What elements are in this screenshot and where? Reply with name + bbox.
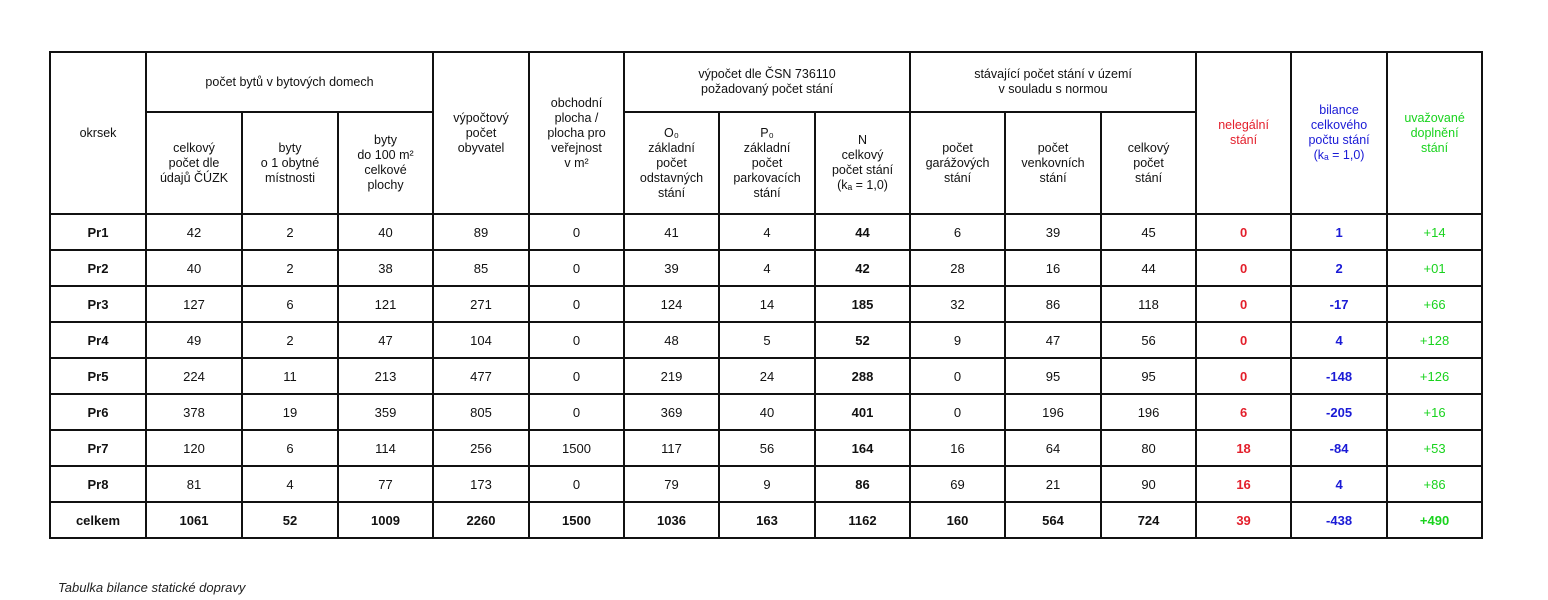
cell-venkovni: 64	[1005, 430, 1101, 466]
cell-byty-1-obytne: 2	[242, 214, 338, 250]
cell-n-celkovy: 401	[815, 394, 910, 430]
cell-nelegalni: 0	[1196, 322, 1291, 358]
table-row	[50, 466, 1482, 502]
header-line: stání	[657, 185, 686, 200]
header-line: výpočet dle ČSN 736110	[698, 67, 836, 81]
header-line: základní	[648, 140, 695, 155]
header-line: stání	[1039, 170, 1067, 185]
cell-o-zakladni: 124	[624, 286, 719, 322]
header-line: bilance	[1319, 103, 1359, 117]
header-line: počet	[1133, 155, 1164, 170]
cell-o-zakladni: 79	[624, 466, 719, 502]
header-line: obyvatel	[457, 140, 505, 155]
cell-byty-100m2: 359	[338, 394, 433, 430]
header-bilance	[1291, 52, 1387, 214]
cell-p-zakladni: 5	[719, 322, 815, 358]
cell-nelegalni: 0	[1196, 214, 1291, 250]
table-row	[50, 358, 1482, 394]
cell-garazova: 69	[910, 466, 1005, 502]
cell-garazova: 9	[910, 322, 1005, 358]
cell-vypoctovy-pocet: 104	[433, 322, 529, 358]
cell-obchodni-plocha: 0	[529, 322, 624, 358]
header-line: celkové	[364, 163, 407, 177]
header-group-stavajici	[910, 52, 1196, 112]
cell-vypoctovy-pocet: 89	[433, 214, 529, 250]
header-line: nelegální	[1218, 118, 1269, 132]
cell-okrsek: Pr8	[50, 466, 146, 502]
cell-o-zakladni: 117	[624, 430, 719, 466]
header-line: počet	[942, 140, 973, 155]
cell-p-zakladni: 163	[719, 502, 815, 538]
header-o-zakladni	[624, 112, 719, 214]
header-line: počet dle	[168, 155, 220, 170]
cell-byty-100m2: 40	[338, 214, 433, 250]
cell-p-zakladni: 4	[719, 250, 815, 286]
cell-uvazovane: +14	[1387, 214, 1482, 250]
header-line: počet	[751, 155, 783, 170]
cell-bilance: 1	[1291, 214, 1387, 250]
cell-uvazovane: +53	[1387, 430, 1482, 466]
header-line: doplnění	[1410, 125, 1459, 140]
header-line: počet	[465, 125, 497, 140]
header-line: garážových	[925, 155, 990, 170]
cell-p-zakladni: 14	[719, 286, 815, 322]
cell-p-zakladni: 9	[719, 466, 815, 502]
cell-okrsek: Pr7	[50, 430, 146, 466]
cell-vypoctovy-pocet: 271	[433, 286, 529, 322]
cell-byty-1-obytne: 6	[242, 430, 338, 466]
cell-venkovni: 86	[1005, 286, 1101, 322]
cell-obchodni-plocha: 0	[529, 358, 624, 394]
cell-celkovy-pocet: 40	[146, 250, 242, 286]
cell-nelegalni: 0	[1196, 358, 1291, 394]
cell-celkovy-stani: 56	[1101, 322, 1196, 358]
cell-bilance: 4	[1291, 322, 1387, 358]
header-line: požadovaný počet stání	[701, 82, 834, 96]
cell-uvazovane: +86	[1387, 466, 1482, 502]
header-line: počet stání	[831, 163, 894, 177]
cell-celkovy-pocet: 42	[146, 214, 242, 250]
cell-n-celkovy: 86	[815, 466, 910, 502]
header-line: místnosti	[264, 170, 315, 185]
header-celkovy-stani	[1101, 112, 1196, 214]
header-line: byty	[374, 133, 397, 147]
header-line: (kₐ = 1,0)	[1313, 148, 1365, 162]
header-line: P₀	[760, 125, 774, 140]
cell-byty-100m2: 1009	[338, 502, 433, 538]
cell-obchodni-plocha: 1500	[529, 430, 624, 466]
cell-celkovy-stani: 95	[1101, 358, 1196, 394]
header-line: počet	[656, 155, 687, 170]
header-line: obchodní	[550, 95, 603, 110]
header-garazova	[910, 112, 1005, 214]
cell-celkovy-stani: 90	[1101, 466, 1196, 502]
cell-vypoctovy-pocet: 256	[433, 430, 529, 466]
cell-celkovy-pocet: 120	[146, 430, 242, 466]
cell-byty-1-obytne: 11	[242, 358, 338, 394]
cell-o-zakladni: 39	[624, 250, 719, 286]
header-byty-1-obytne	[242, 112, 338, 214]
header-line: N	[858, 133, 868, 147]
cell-uvazovane: +126	[1387, 358, 1482, 394]
table-row	[50, 214, 1482, 250]
header-line: počtu stání	[1308, 133, 1370, 147]
header-line: celkový	[841, 148, 884, 162]
cell-bilance: 2	[1291, 250, 1387, 286]
cell-p-zakladni: 56	[719, 430, 815, 466]
header-p-zakladni	[719, 112, 815, 214]
table-body	[50, 214, 1482, 538]
header-line: veřejnost	[551, 140, 602, 155]
header-line: počet	[1037, 140, 1069, 155]
cell-uvazovane: +128	[1387, 322, 1482, 358]
cell-nelegalni: 16	[1196, 466, 1291, 502]
header-line: celkový	[173, 140, 215, 155]
table-caption: Tabulka bilance statické dopravy	[58, 580, 246, 595]
cell-vypoctovy-pocet: 173	[433, 466, 529, 502]
header-okrsek: okrsek	[50, 52, 146, 214]
header-line: plocha /	[554, 110, 599, 125]
header-line: stání	[1421, 140, 1449, 155]
cell-byty-100m2: 47	[338, 322, 433, 358]
cell-byty-1-obytne: 52	[242, 502, 338, 538]
cell-n-celkovy: 185	[815, 286, 910, 322]
header-line: výpočtový	[453, 110, 509, 125]
header-line: uvažované	[1404, 110, 1465, 125]
table-row	[50, 394, 1482, 430]
header-line: do 100 m²	[357, 148, 414, 162]
cell-venkovni: 16	[1005, 250, 1101, 286]
cell-byty-1-obytne: 2	[242, 250, 338, 286]
cell-uvazovane: +66	[1387, 286, 1482, 322]
parking-balance-table	[49, 51, 1483, 539]
cell-bilance: -17	[1291, 286, 1387, 322]
header-venkovni	[1005, 112, 1101, 214]
header-n-celkovy	[815, 112, 910, 214]
cell-obchodni-plocha: 0	[529, 250, 624, 286]
header-line: stání	[1134, 170, 1163, 185]
cell-garazova: 28	[910, 250, 1005, 286]
header-nelegalni	[1196, 52, 1291, 214]
header-line: parkovacích	[733, 170, 801, 185]
cell-n-celkovy: 52	[815, 322, 910, 358]
header-line: stání	[753, 185, 781, 200]
cell-celkovy-pocet: 81	[146, 466, 242, 502]
header-group-vypocet	[624, 52, 910, 112]
cell-n-celkovy: 164	[815, 430, 910, 466]
header-line: plocha pro	[547, 125, 606, 140]
header-line: stávající počet stání v území	[974, 67, 1132, 81]
cell-byty-1-obytne: 6	[242, 286, 338, 322]
cell-celkovy-stani: 724	[1101, 502, 1196, 538]
cell-obchodni-plocha: 0	[529, 394, 624, 430]
header-line: o 1 obytné	[260, 155, 320, 170]
cell-nelegalni: 39	[1196, 502, 1291, 538]
cell-garazova: 0	[910, 394, 1005, 430]
cell-byty-100m2: 77	[338, 466, 433, 502]
cell-n-celkovy: 1162	[815, 502, 910, 538]
cell-nelegalni: 18	[1196, 430, 1291, 466]
cell-nelegalni: 0	[1196, 250, 1291, 286]
cell-celkovy-pocet: 378	[146, 394, 242, 430]
cell-okrsek: celkem	[50, 502, 146, 538]
cell-uvazovane: +16	[1387, 394, 1482, 430]
table-row	[50, 250, 1482, 286]
cell-p-zakladni: 24	[719, 358, 815, 394]
cell-nelegalni: 0	[1196, 286, 1291, 322]
cell-bilance: -148	[1291, 358, 1387, 394]
cell-uvazovane: +01	[1387, 250, 1482, 286]
cell-garazova: 16	[910, 430, 1005, 466]
cell-byty-100m2: 38	[338, 250, 433, 286]
cell-okrsek: Pr5	[50, 358, 146, 394]
cell-vypoctovy-pocet: 85	[433, 250, 529, 286]
header-line: odstavných	[639, 170, 704, 185]
header-line: údajů ČÚZK	[159, 170, 229, 185]
cell-garazova: 6	[910, 214, 1005, 250]
cell-bilance: -84	[1291, 430, 1387, 466]
header-line: v m²	[564, 155, 589, 170]
header-line: celkového	[1310, 118, 1368, 132]
header-uvazovane	[1387, 52, 1482, 214]
header-line: v souladu s normou	[998, 82, 1108, 96]
cell-garazova: 0	[910, 358, 1005, 394]
table-row	[50, 286, 1482, 322]
header-line: O₀	[664, 125, 679, 140]
header-celkovy-pocet	[146, 112, 242, 214]
cell-bilance: -205	[1291, 394, 1387, 430]
cell-byty-100m2: 213	[338, 358, 433, 394]
cell-celkovy-stani: 196	[1101, 394, 1196, 430]
cell-obchodni-plocha: 0	[529, 466, 624, 502]
cell-venkovni: 196	[1005, 394, 1101, 430]
cell-bilance: -438	[1291, 502, 1387, 538]
cell-venkovni: 564	[1005, 502, 1101, 538]
header-line: plochy	[367, 178, 404, 192]
cell-bilance: 4	[1291, 466, 1387, 502]
header-vypoctovy-pocet	[433, 52, 529, 214]
cell-obchodni-plocha: 1500	[529, 502, 624, 538]
cell-celkovy-pocet: 49	[146, 322, 242, 358]
cell-p-zakladni: 4	[719, 214, 815, 250]
cell-o-zakladni: 41	[624, 214, 719, 250]
cell-o-zakladni: 1036	[624, 502, 719, 538]
header-line: celkový	[1127, 140, 1170, 155]
cell-uvazovane: +490	[1387, 502, 1482, 538]
cell-byty-1-obytne: 2	[242, 322, 338, 358]
cell-byty-100m2: 114	[338, 430, 433, 466]
cell-p-zakladni: 40	[719, 394, 815, 430]
header-obchodni-plocha	[529, 52, 624, 214]
header-line: (kₐ = 1,0)	[837, 178, 888, 192]
cell-obchodni-plocha: 0	[529, 286, 624, 322]
cell-venkovni: 47	[1005, 322, 1101, 358]
header-line: byty	[278, 140, 302, 155]
cell-okrsek: Pr3	[50, 286, 146, 322]
cell-celkovy-stani: 45	[1101, 214, 1196, 250]
cell-o-zakladni: 369	[624, 394, 719, 430]
cell-okrsek: Pr4	[50, 322, 146, 358]
cell-celkovy-stani: 80	[1101, 430, 1196, 466]
cell-o-zakladni: 48	[624, 322, 719, 358]
header-line: stání	[943, 170, 972, 185]
header-line: venkovních	[1021, 155, 1085, 170]
cell-celkovy-pocet: 127	[146, 286, 242, 322]
cell-celkovy-pocet: 1061	[146, 502, 242, 538]
cell-o-zakladni: 219	[624, 358, 719, 394]
cell-okrsek: Pr2	[50, 250, 146, 286]
cell-venkovni: 95	[1005, 358, 1101, 394]
cell-n-celkovy: 42	[815, 250, 910, 286]
cell-garazova: 32	[910, 286, 1005, 322]
header-byty-100m2	[338, 112, 433, 214]
cell-okrsek: Pr1	[50, 214, 146, 250]
header-line: stání	[1230, 133, 1258, 147]
cell-vypoctovy-pocet: 477	[433, 358, 529, 394]
cell-n-celkovy: 44	[815, 214, 910, 250]
cell-byty-1-obytne: 4	[242, 466, 338, 502]
cell-byty-1-obytne: 19	[242, 394, 338, 430]
table-row	[50, 322, 1482, 358]
cell-venkovni: 39	[1005, 214, 1101, 250]
cell-garazova: 160	[910, 502, 1005, 538]
cell-celkovy-pocet: 224	[146, 358, 242, 394]
cell-okrsek: Pr6	[50, 394, 146, 430]
cell-obchodni-plocha: 0	[529, 214, 624, 250]
cell-byty-100m2: 121	[338, 286, 433, 322]
header-group-byty: počet bytů v bytových domech	[146, 52, 433, 112]
header-line: základní	[743, 140, 791, 155]
cell-celkovy-stani: 118	[1101, 286, 1196, 322]
table-row	[50, 430, 1482, 466]
cell-nelegalni: 6	[1196, 394, 1291, 430]
cell-vypoctovy-pocet: 2260	[433, 502, 529, 538]
cell-vypoctovy-pocet: 805	[433, 394, 529, 430]
table-row-total	[50, 502, 1482, 538]
cell-n-celkovy: 288	[815, 358, 910, 394]
cell-venkovni: 21	[1005, 466, 1101, 502]
cell-celkovy-stani: 44	[1101, 250, 1196, 286]
